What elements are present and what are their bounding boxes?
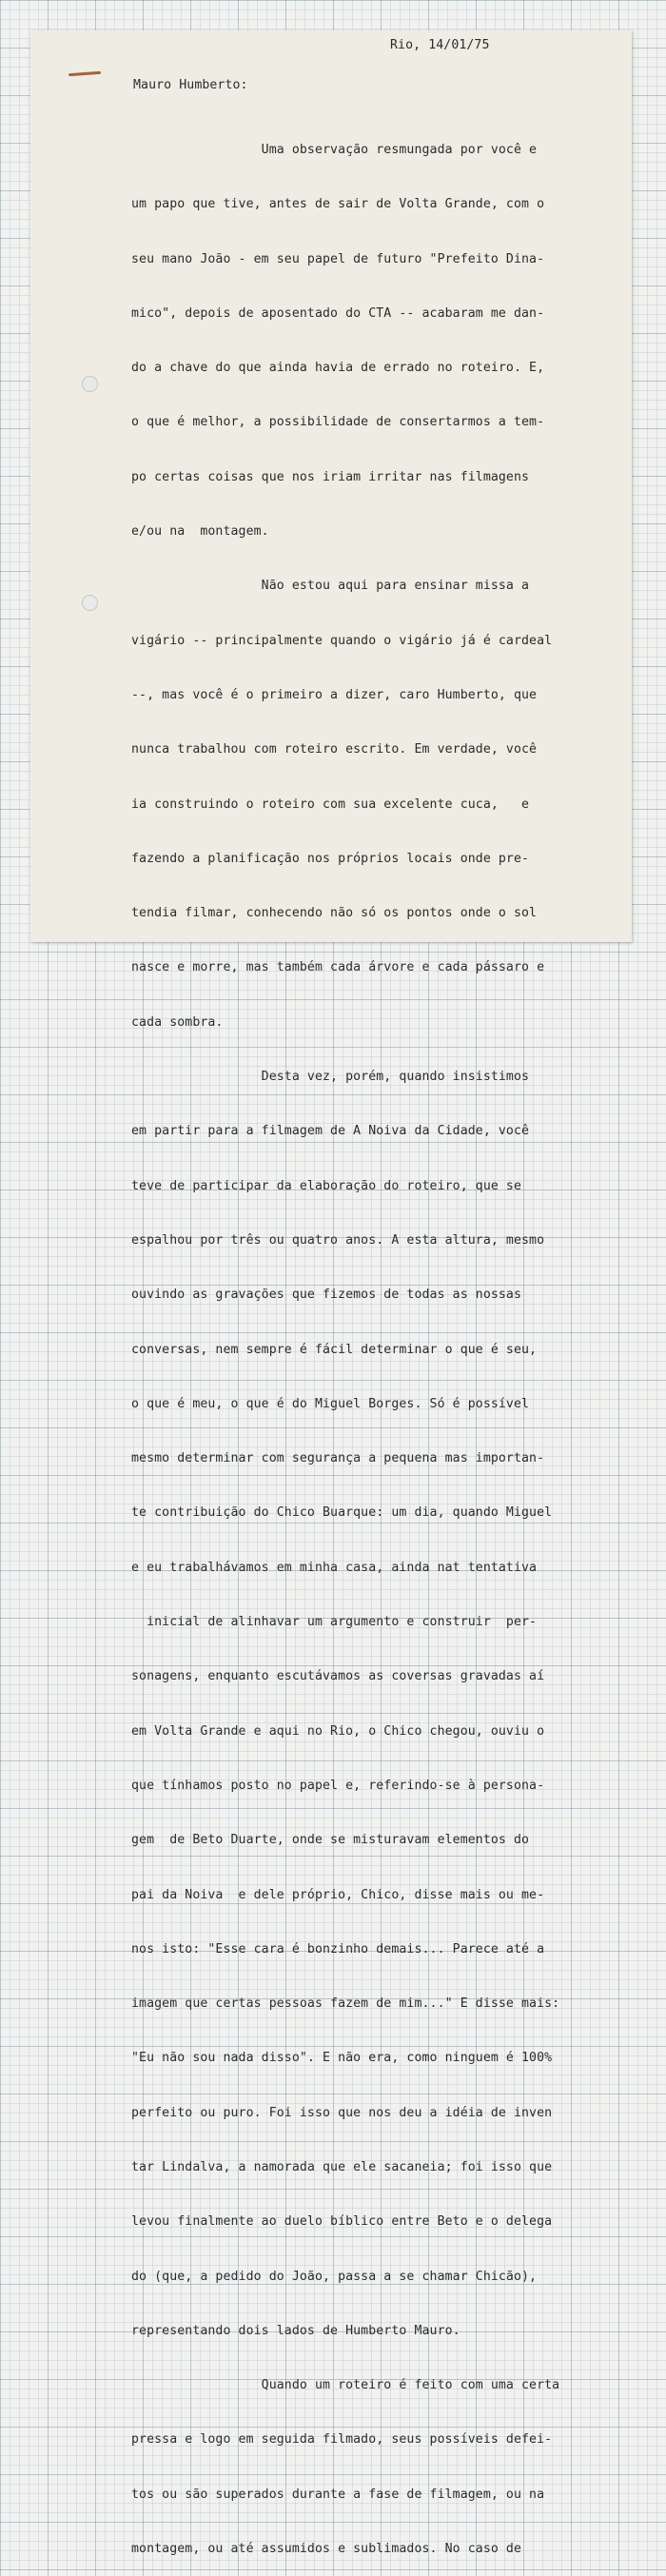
text-line: em partir para a filmagem de A Noiva da Cidade, você (131, 1124, 530, 1139)
text-line: tar Lindalva, a namorada que ele sacaneia; foi isso que (131, 2159, 553, 2174)
text-line: mesmo determinar com segurança a pequena mas importan- (131, 1451, 545, 1466)
text-line: nos isto: "Esse cara é bonzinho demais... Parece até a (131, 1941, 545, 1957)
letter-body (131, 105, 559, 2576)
text-line: um papo que tive, antes de sair de Volta Grande, com o (131, 197, 545, 212)
text-line: "Eu não sou nada disso". E não era, como ninguem é 100% (131, 2051, 553, 2066)
text-line: tos ou são superados durante a fase de filmagem, ou na (131, 2487, 545, 2502)
text-line: ouvindo as gravações que fizemos de todas as nossas (131, 1288, 522, 1303)
text-line: po certas coisas que nos iriam irritar nas filmagens (131, 469, 530, 484)
letter-date: Rio, 14/01/75 (390, 38, 490, 52)
letter-salutation: Mauro Humberto: (133, 78, 248, 92)
text-line: o que é meu, o que é do Miguel Borges. Só é possível (131, 1396, 530, 1411)
text-line: Quando um roteiro é feito com uma certa (131, 2378, 560, 2393)
text-line: inicial de alinhavar um argumento e construir per- (131, 1615, 538, 1630)
text-line: do a chave do que ainda havia de errado no roteiro. E, (131, 361, 545, 376)
text-line: o que é melhor, a possibilidade de consertarmos a tem- (131, 415, 545, 430)
text-line: fazendo a planificação nos próprios locais onde pre- (131, 851, 530, 866)
punch-hole (82, 376, 98, 392)
text-line: levou finalmente ao duelo bíblico entre Beto e o delega (131, 2214, 553, 2230)
text-line: tendia filmar, conhecendo não só os pontos onde o sol (131, 906, 538, 921)
text-line: teve de participar da elaboração do roteiro, que se (131, 1178, 522, 1193)
text-line: pai da Noiva e dele próprio, Chico, disse mais ou me- (131, 1887, 545, 1902)
text-line: sonagens, enquanto escutávamos as coversas gravadas aí (131, 1669, 545, 1684)
text-line: montagem, ou até assumidos e sublimados. No caso de (131, 2542, 522, 2557)
punch-hole (82, 595, 98, 611)
text-line: e eu trabalhávamos em minha casa, ainda nat tentativa (131, 1560, 538, 1575)
text-line: imagem que certas pessoas fazem de mim..." E disse mais: (131, 1996, 560, 2012)
text-line: Desta vez, porém, quando insistimos (131, 1070, 530, 1085)
text-line: Não estou aqui para ensinar missa a (131, 579, 530, 594)
text-line: representando dois lados de Humberto Mauro. (131, 2323, 460, 2338)
text-line: te contribuição do Chico Buarque: um dia, quando Miguel (131, 1505, 553, 1521)
text-line: mico", depois de aposentado do CTA -- acabaram me dan- (131, 305, 545, 321)
text-line: ia construindo o roteiro com sua excelente cuca, e (131, 796, 530, 812)
text-line: seu mano João - em seu papel de futuro "Prefeito Dina- (131, 251, 545, 266)
text-line: vigário -- principalmente quando o vigário já é cardeal (131, 633, 553, 648)
text-line: conversas, nem sempre é fácil determinar o que é seu, (131, 1342, 538, 1357)
text-line: do (que, a pedido do João, passa a se chamar Chicão), (131, 2269, 538, 2284)
text-line: em Volta Grande e aqui no Rio, o Chico chegou, ouviu o (131, 1723, 545, 1739)
text-line: pressa e logo em seguida filmado, seus possíveis defei- (131, 2432, 553, 2448)
text-line: e/ou na montagem. (131, 524, 269, 540)
text-line: cada sombra. (131, 1014, 224, 1030)
text-line: nunca trabalhou com roteiro escrito. Em verdade, você (131, 742, 538, 757)
text-line: que tínhamos posto no papel e, referindo-se à persona- (131, 1778, 545, 1793)
text-line: Uma observação resmungada por você e (131, 143, 538, 157)
text-line: --, mas você é o primeiro a dizer, caro Humberto, que (131, 687, 538, 702)
text-line: espalhou por três ou quatro anos. A esta altura, mesmo (131, 1232, 545, 1248)
text-line: nasce e morre, mas também cada árvore e cada pássaro e (131, 960, 545, 975)
text-line: gem de Beto Duarte, onde se misturavam elementos do (131, 1833, 530, 1848)
text-line: perfeito ou puro. Foi isso que nos deu a idéia de inven (131, 2105, 553, 2120)
